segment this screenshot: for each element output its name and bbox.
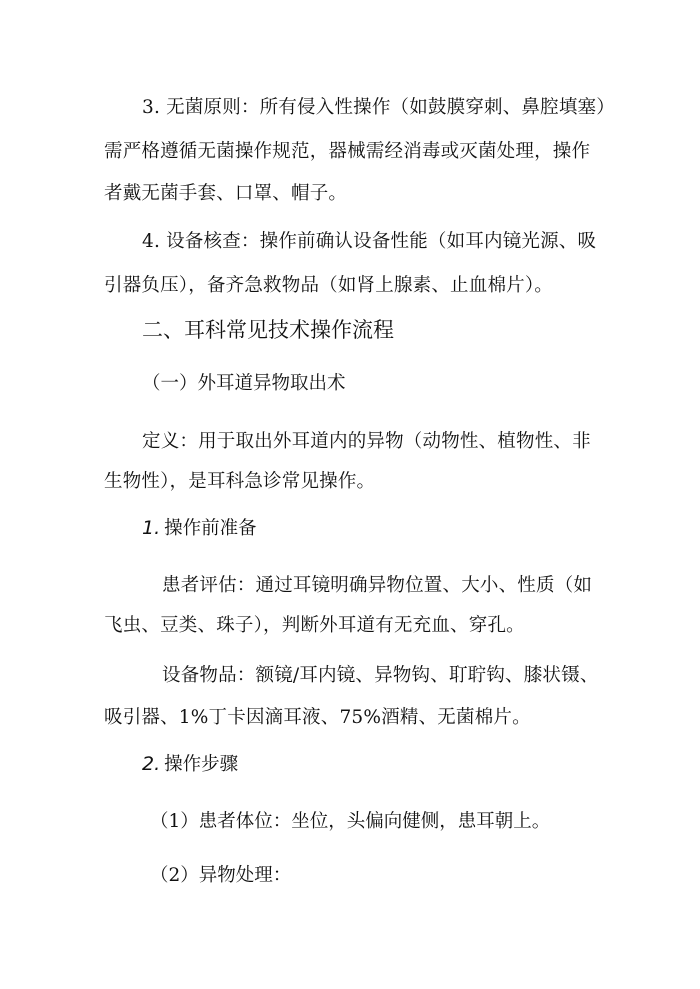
text-line: 飞虫、豆类、珠子），判断外耳道有无充血、穿孔。 <box>104 615 525 636</box>
text-line: 定义：用于取出外耳道内的异物（动物性、植物性、非 <box>142 431 591 452</box>
list-item-patient-position: （1）患者体位：坐位，头偏向健侧，患耳朝上。 <box>150 811 551 832</box>
text-line: 3. 无菌原则：所有侵入性操作（如鼓膜穿刺、鼻腔填塞） <box>142 97 615 118</box>
paragraph-equipment-check <box>104 222 604 306</box>
section-heading: 二、耳科常见技术操作流程 <box>142 318 394 342</box>
text-line: 引器负压），备齐急救物品（如肾上腺素、止血棉片）。 <box>104 275 554 296</box>
paragraph-aseptic-principle <box>104 88 615 214</box>
text-line: 吸引器、1%丁卡因滴耳液、75%酒精、无菌棉片。 <box>104 707 531 728</box>
step-heading-preparation <box>142 508 257 549</box>
step-heading-procedure <box>142 744 238 785</box>
text-line: 患者评估：通过耳镜明确异物位置、大小、性质（如 <box>162 575 593 596</box>
step-number: 1. <box>142 517 161 539</box>
text-line: 者戴无菌手套、口罩、帽子。 <box>104 183 348 204</box>
paragraph-definition <box>104 422 604 502</box>
paragraph-equipment-items <box>104 656 604 738</box>
text-line: 设备物品：额镜/耳内镜、异物钩、耵聍钩、膝状镊、 <box>162 665 599 686</box>
step-title: 操作步骤 <box>164 754 239 775</box>
text-line: 4. 设备核查：操作前确认设备性能（如耳内镜光源、吸 <box>142 231 597 252</box>
list-item-foreign-body-handling: （2）异物处理： <box>150 865 292 886</box>
step-number: 2. <box>142 753 161 775</box>
text-line: 生物性），是耳科急诊常见操作。 <box>104 471 376 492</box>
subsection-heading: （一）外耳道异物取出术 <box>142 373 346 394</box>
step-title: 操作前准备 <box>164 518 257 539</box>
paragraph-patient-evaluation <box>104 566 604 646</box>
text-line: 需严格遵循无菌操作规范，器械需经消毒或灭菌处理，操作 <box>104 141 591 162</box>
